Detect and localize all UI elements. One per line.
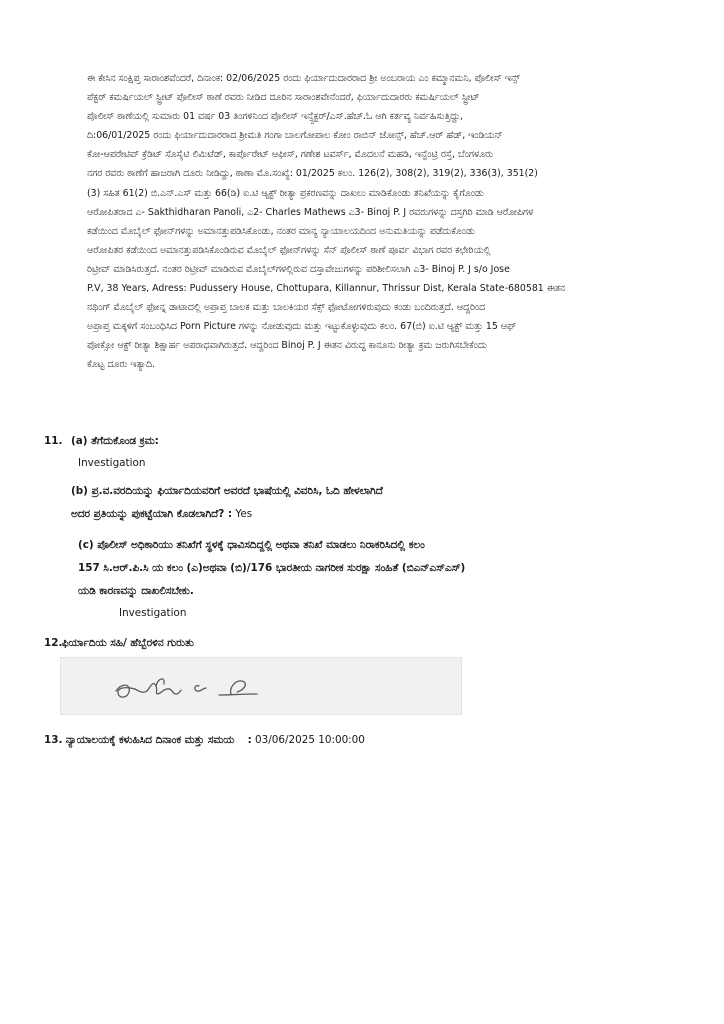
summary-line: ಕೋ-ಆಪರೇಟಿವ್ ಕ್ರೆಡಿಟ್ ಸೊಸೈಟಿ ಲಿಮಿಟೆಡ್, ಕಾರ್ಪೊರೇಟ್ ಆಫೀಸ್, ಗಣೇಶ ಟವರ್ಸ್, ಮೊದಲನೆ ಮಹಡಿ, ಇನ್ಫೆಂಟ್ರಿ ರಸ್ತೆ, ಬೆಂಗಳೂರು: [87, 149, 494, 161]
case-summary-paragraph: [87, 69, 652, 375]
refusal-reason-line3: ಯಡಿ ಕಾರಣವನ್ನು ದಾಖಲಿಸಬೇಕು.: [78, 585, 194, 597]
refusal-reason-line2: 157 ಸಿ.ಆರ್.ಪಿ.ಸಿ ಯ ಕಲಂ (ಎ)ಅಥವಾ (ಬಿ)/176 ಭಾರತೀಯ ನಾಗರೀಕ ಸುರಕ್ಷಾ ಸಂಹಿತೆ (ಬಿಎನ್ಎಸ್ಎಸ್): [78, 562, 466, 574]
court-dispatch-label: ನ್ಯಾಯಾಲಯಕ್ಕೆ ಕಳುಹಿಸಿದ ದಿನಾಂಕ ಮತ್ತು ಸಮಯ: [65, 734, 235, 746]
summary-line: ಆರೋಪಿತರಾದ ಎ- Sakthidharan Panoli, ಎ2- Charles Mathews ಎ3- Binoj P. J ರವರುಗಳನ್ನು ದಸ್ತಗಿರಿ ಮಾಡಿ ಆರೋಪಿಗಳ: [87, 206, 534, 218]
fir-explained-question-line2: ಅದರ ಪ್ರತಿಯನ್ನು ಪುಕಟ್ಟೆಯಾಗಿ ಕೊಡಲಾಗಿದೆ? :: [71, 508, 233, 520]
section-11-number: 11.: [44, 435, 63, 447]
summary-line: ನಥಿಂಗ್ ಮೊಬೈಲ್ ಫೋನ್ನ ಡಾಟಾದಲ್ಲಿ ಅಪ್ರಾಪ್ತ ಬಾಲಕ ಮತ್ತು ಬಾಲಕಿಯರ ಸೆಕ್ಸ್ ಫೋಟೋಗಳಿರುವುದು ಕಂಡು ಬಂದಿರುತ್ತದೆ. ಆದ್ದರಿಂದ: [87, 302, 486, 314]
summary-line: ಈ ಕೇಸಿನ ಸಂಕ್ಷಿಪ್ತ ಸಾರಾಂಶವೆಂದರೆ, ದಿನಾಂಕ: 02/06/2025 ರಂದು ಫಿರ್ಯಾದುದಾರರಾದ ಶ್ರೀ ಅಂಬರಾಯ ಎಂ ಕಮ್ಮಾನಮನಿ, ಪೊಲೀಸ್ ಇನ್ಸ್: [87, 73, 520, 84]
summary-line: ಆರೋಪಿತರ ಕಡೆಯಿಂದ ಅಮಾನತ್ತುಪಡಿಸಿಕೊಂಡಿರುವ ಮೊಬೈಲ್ ಫೋನ್‌ಗಳನ್ನು ಸೆನ್ ಪೊಲೀಸ್ ಠಾಣೆ ಪೂರ್ವ ವಿಭಾಗ ರವರ ಕಛೇರಿಯಲ್ಲಿ: [87, 244, 491, 256]
court-dispatch-row: [44, 733, 365, 747]
refusal-reason-line1: (c) ಪೊಲೀಸ್ ಅಧಿಕಾರಿಯು ತನಿಖೆಗೆ ಸ್ಥಳಕ್ಕೆ ಧಾವಿಸದಿದ್ದಲ್ಲಿ ಅಥವಾ ತನಿಖೆ ಮಾಡಲು ನಿರಾಕರಿಸಿದಲ್ಲಿ ಕಲಂ: [78, 539, 425, 551]
handwritten-signature: [61, 658, 461, 714]
section-12-number: 12.: [44, 637, 63, 649]
summary-line: ಪೊಲೀಸ್ ಠಾಣೆಯಲ್ಲಿ ಸುಮಾರು 01 ವರ್ಷ 03 ತಿಂಗಳಿನಿಂದ ಪೊಲೀಸ್ ಇನ್ಸ್ಪೆಕ್ಟರ್/ಎಸ್.ಹೆಚ್.ಓ ಆಗಿ ಕರ್ತವ್ಯ ನಿರ್ವಹಿಸುತ್ತಿದ್ದು,: [87, 111, 464, 123]
refusal-reason-value: Investigation: [119, 607, 187, 619]
summary-line: ಕಡೆಯಿಂದ ಮೊಬೈಲ್ ಫೋನ್‌ಗಳನ್ನು ಅಮಾನತ್ತುಪಡಿಸಿಕೊಂಡು, ನಂತರ ಮಾನ್ಯ ನ್ಯಾಯಾಲಯದಿಂದ ಅನುಮತಿಯನ್ನು ಪಡೆದುಕೊಂಡು: [87, 225, 475, 237]
court-dispatch-separator: :: [247, 734, 252, 746]
summary-line: ಪೋಕ್ಸೋ ಆಕ್ಟ್ ರೀತ್ಯಾ ಶಿಕ್ಷಾರ್ಹ ಅಪರಾಧವಾಗಿರುತ್ತದೆ. ಆದ್ದರಿಂದ Binoj P. J ಈತನ ವಿರುದ್ಧ ಕಾನೂನು ರೀತ್ಯಾ ಕ್ರಮ ಜರುಗಿಸಬೇಕೆಂದು: [87, 340, 487, 352]
court-dispatch-datetime: 03/06/2025 10:00:00: [255, 734, 365, 746]
summary-line: ಅಪ್ರಾಪ್ತ ಮಕ್ಕಳಿಗೆ ಸಂಬಂಧಿಸಿದ Porn Picture ಗಳನ್ನು ನೋಡುವುದು ಮತ್ತು ಇಟ್ಟುಕೊಳ್ಳುವುದು ಕಲಂ. 67(ಬಿ) ಐ.ಟಿ ಆ್ಯಕ್ಟ್ ಮತ್ತು 15 ಆಫ್: [87, 321, 516, 333]
fir-explained-question-line1: (b) ಪ್ರ.ವ.ವರದಿಯನ್ನು ಫಿರ್ಯಾದಿಯವರಿಗೆ ಅವರದೆ ಭಾಷೆಯಲ್ಲಿ ವಿವರಿಸಿ, ಓದಿ ಹೇಳಲಾಗಿದೆ: [71, 485, 383, 497]
action-taken-value: Investigation: [78, 457, 146, 469]
summary-line: ಪೆಕ್ಟರ್ ಕಮರ್ಷಿಯಲ್ ಸ್ಟ್ರೀಟ್ ಪೊಲೀಸ್ ಠಾಣೆ ರವರು ನೀಡಿದ ದೂರಿನ ಸಾರಾಂಶವೇನೆಂದರೆ, ಫಿರ್ಯಾದುದಾರರು ಕಮರ್ಷಿಯಲ್ ಸ್ಟ್ರೀಟ್: [87, 92, 480, 104]
action-taken-label: (a) ತೆಗೆದುಕೊಂಡ ಕ್ರಮ:: [71, 435, 159, 447]
summary-line: ದಿ:06/01/2025 ರಂದು ಫಿರ್ಯಾದುದಾರರಾದ ಶ್ರೀಮತಿ ಗಂಗಾ ಬಾಲಗೋಪಾಲ ಕೋಂ ರಾಬಿನ್ ಜೋನ್ಸ್, ಹೆಚ್.ಆರ್ ಹೆಡ್, ಇಂಡಿಯನ್: [87, 130, 503, 142]
fir-copy-answer: Yes: [235, 508, 253, 520]
summary-line: P.V, 38 Years, Adress: Pudussery House, Chottupara, Killannur, Thrissur Dist, Kerala State-680581 ಈತನ: [87, 283, 566, 295]
signature-image: [60, 657, 462, 715]
complainant-signature-label: ಫಿರ್ಯಾದಿಯ ಸಹಿ/ ಹೆಬ್ಬೆರಳಿನ ಗುರುತು: [62, 637, 194, 649]
section-13-number: 13.: [44, 734, 63, 746]
summary-line: ರಿಟ್ರೀವ್ ಮಾಡಿಸಿರುತ್ತದೆ. ನಂತರ ರಿಟ್ರೀವ್ ಮಾಡಿರುವ ಮೊಬೈಲ್‌ಗಳಲ್ಲಿರುವ ದಸ್ತಾವೇಜುಗಳನ್ನು ಪರಿಶೀಲಿಸಲಾಗಿ ಎ3- Binoj P. J s/o Jose: [87, 263, 510, 275]
summary-line: (3) ಸಹಿತ 61(2) ಬಿ.ಎನ್.ಎಸ್ ಮತ್ತು 66(ಡಿ) ಐ.ಟಿ ಆ್ಯಕ್ಟ್ ರೀತ್ಯಾ ಪ್ರಕರಣವನ್ನು ದಾಖಲು ಮಾಡಿಕೊಂಡು ತನಿಖೆಯನ್ನು ಕೈಗೊಂಡು: [87, 187, 484, 199]
summary-line: ಕೊಟ್ಟ ದೂರು ಇತ್ಯಾದಿ.: [87, 359, 156, 371]
summary-line: ನಗರ ರವರು ಠಾಣೆಗೆ ಹಾಜರಾಗಿ ದೂರು ನೀಡಿದ್ದು, ಠಾಣಾ ಮೊ.ಸಂಖ್ಯೆ: 01/2025 ಕಲಂ. 126(2), 308(2), 319(2), 336(3), 351(2): [87, 168, 538, 180]
fir-copy-question-row: [71, 507, 252, 521]
